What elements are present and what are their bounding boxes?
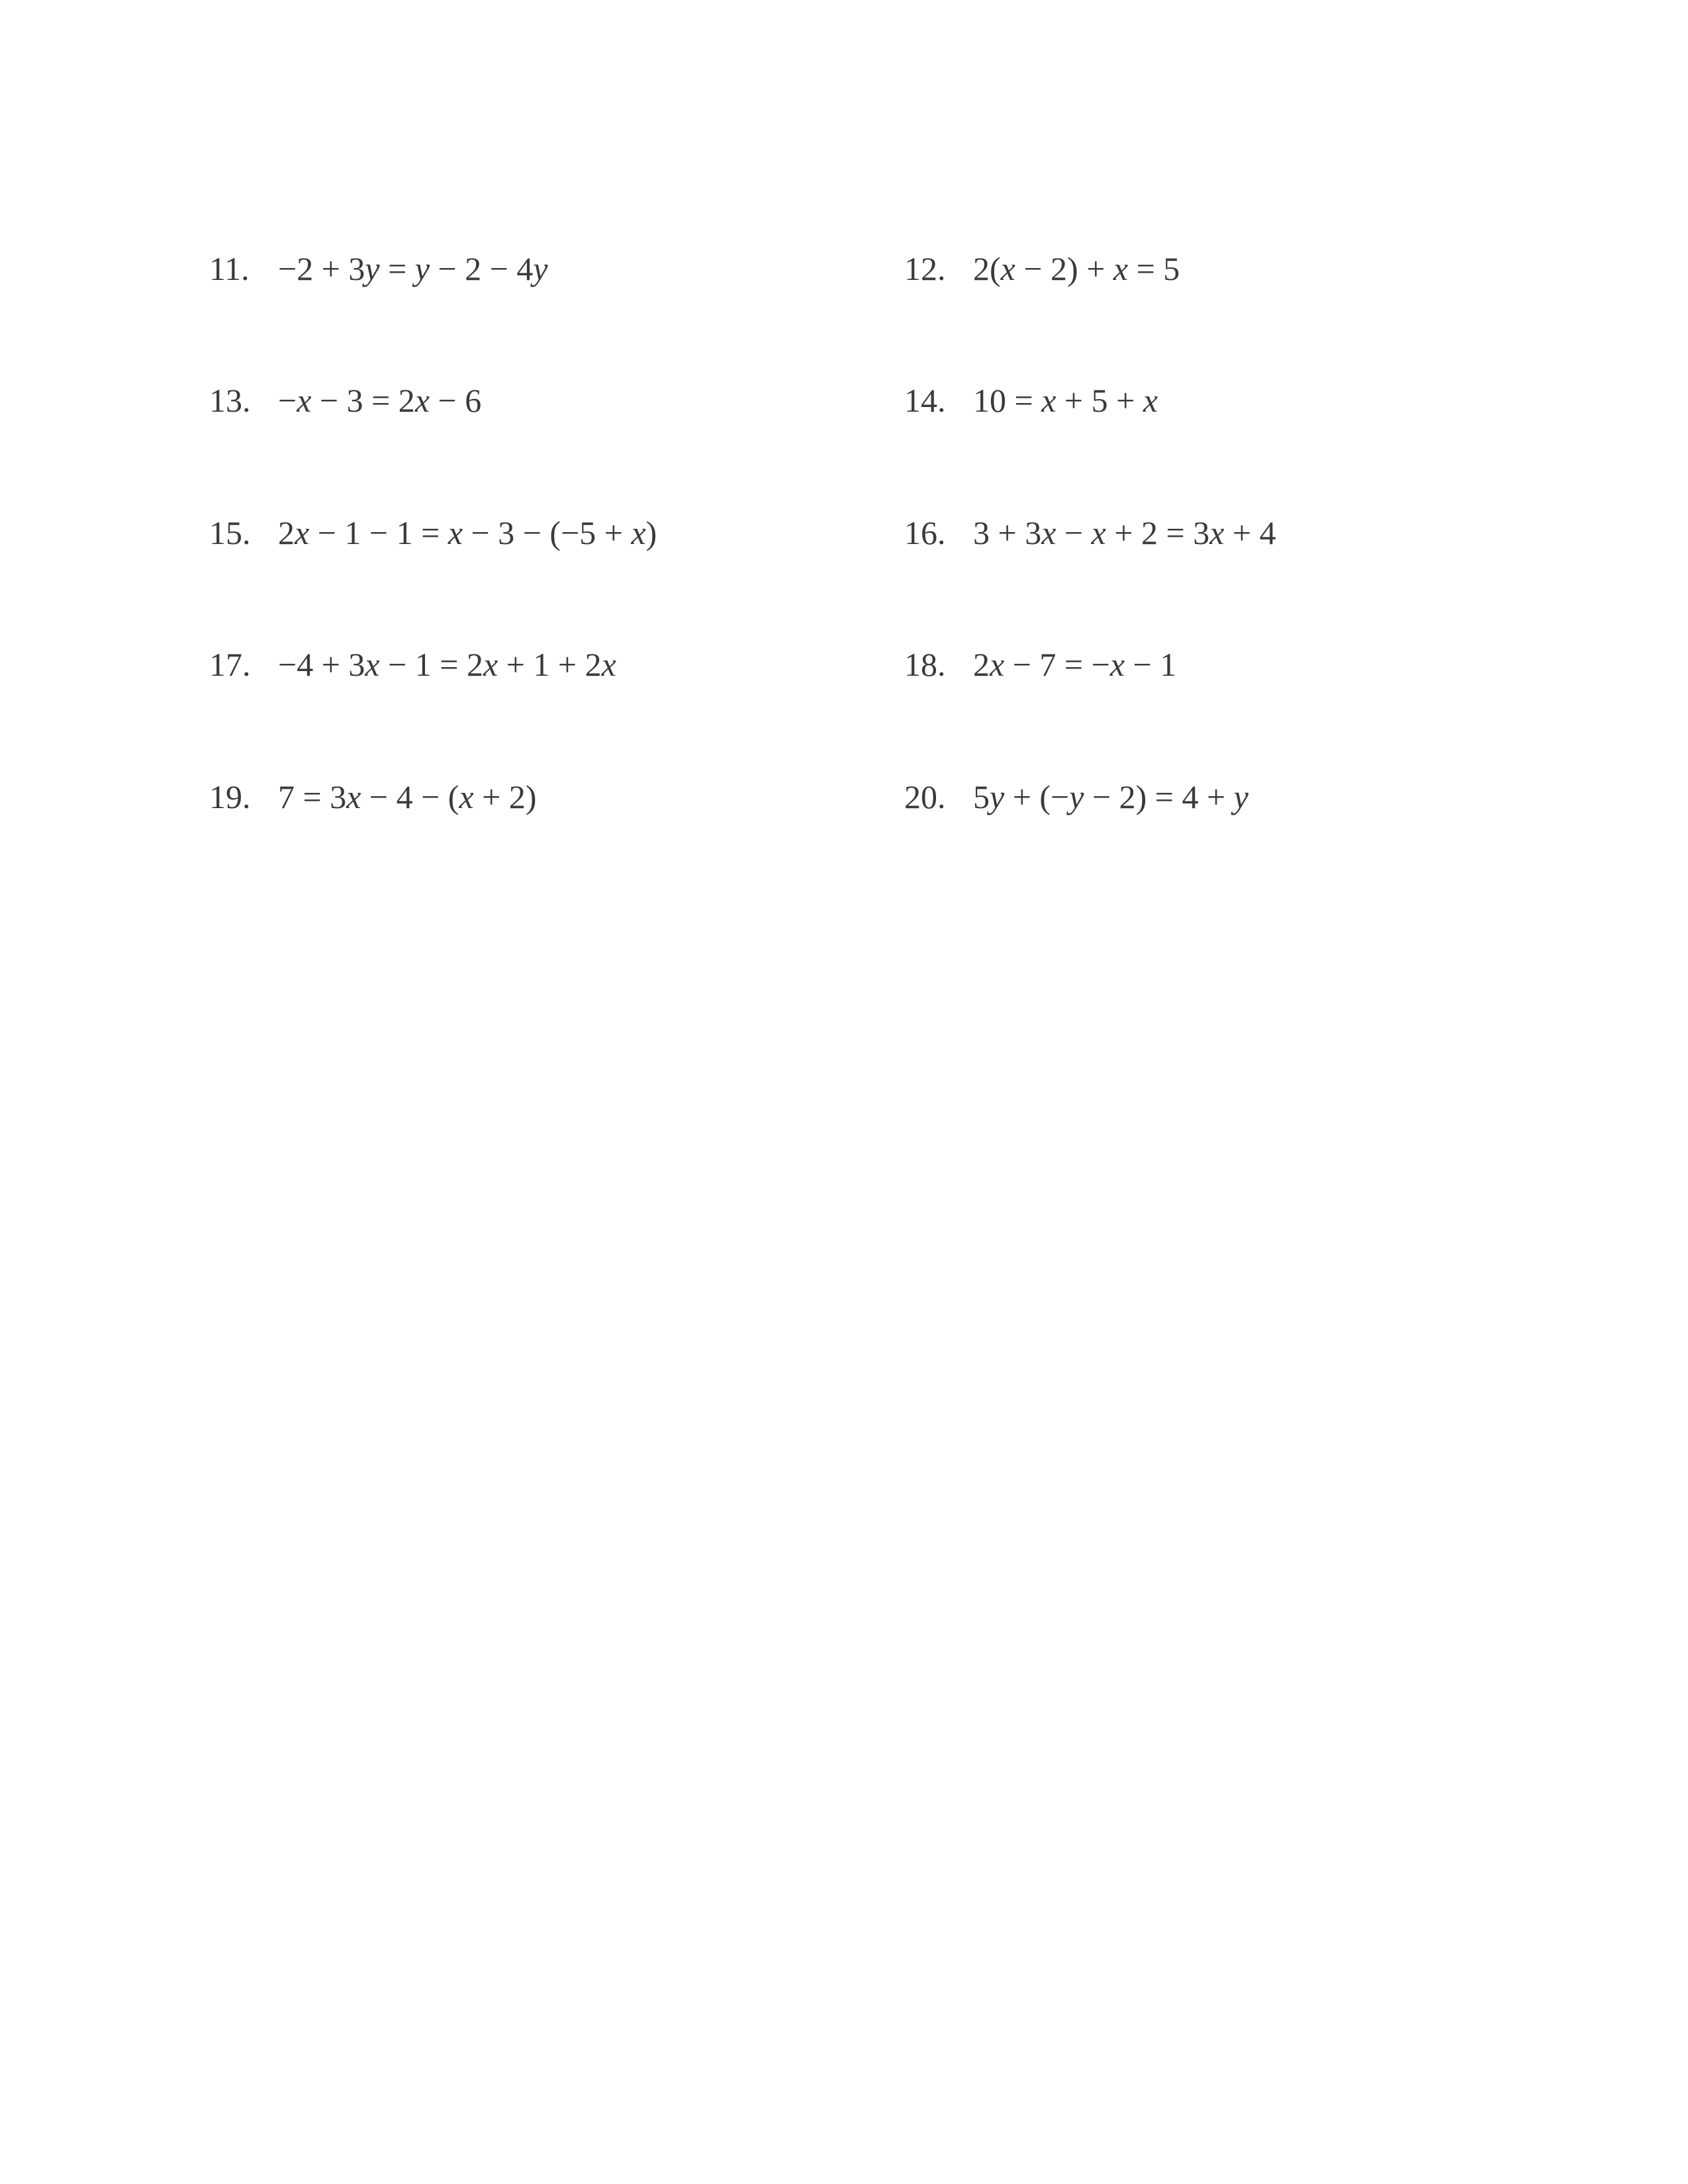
equation: [973, 646, 1176, 683]
equation-variable: y: [990, 778, 1005, 815]
equation-text: − 1 = 2: [379, 646, 484, 683]
problem-17: [209, 645, 616, 684]
problem-number: 16.: [904, 514, 946, 551]
equation: [973, 514, 1276, 551]
equation-variable: x: [1041, 382, 1056, 419]
equation-variable: x: [1209, 514, 1225, 551]
problem-number: 19.: [209, 778, 251, 815]
equation-text: + 2): [473, 778, 537, 815]
problem-15: [209, 513, 657, 553]
problem-12: [904, 249, 1180, 289]
equation-text: − 2 − 4: [430, 250, 534, 287]
problem-number: 15.: [209, 514, 251, 551]
equation-text: 7 = 3: [278, 778, 347, 815]
equation-text: − 2) +: [1015, 250, 1113, 287]
equation-variable: y: [533, 250, 548, 287]
equation-text: + 5 +: [1056, 382, 1143, 419]
equation-text: 3 + 3: [973, 514, 1042, 551]
equation: [973, 250, 1180, 287]
equation: [278, 514, 657, 551]
equation-text: − 3 = 2: [311, 382, 415, 419]
equation-text: 5: [973, 778, 990, 815]
equation: [278, 778, 537, 815]
equation-variable: x: [414, 382, 430, 419]
equation-text: 2(: [973, 250, 1001, 287]
problem-number: 18.: [904, 646, 946, 683]
problem-16: [904, 513, 1276, 553]
equation-variable: x: [601, 646, 616, 683]
equation: [973, 778, 1248, 815]
equation-variable: x: [346, 778, 361, 815]
equation-variable: x: [1113, 250, 1129, 287]
equation-text: −: [278, 382, 297, 419]
equation-text: + 1 + 2: [498, 646, 602, 683]
problem-number: 14.: [904, 382, 946, 419]
equation-text: − 1 − 1 =: [309, 514, 448, 551]
equation-text: = 5: [1128, 250, 1180, 287]
equation-variable: y: [414, 250, 430, 287]
equation-variable: x: [1109, 646, 1125, 683]
equation: [973, 382, 1158, 419]
equation: [278, 250, 548, 287]
equation-text: −: [1056, 514, 1092, 551]
equation-variable: x: [447, 514, 463, 551]
equation-text: − 3 − (−5 +: [463, 514, 632, 551]
problem-18: [904, 645, 1176, 684]
equation-text: − 1: [1125, 646, 1177, 683]
problem-number: 12.: [904, 250, 946, 287]
problem-19: [209, 777, 537, 817]
equation-text: =: [379, 250, 415, 287]
equation-text: 2: [278, 514, 295, 551]
equation-text: −2 + 3: [278, 250, 365, 287]
equation-text: −4 + 3: [278, 646, 365, 683]
problem-number: 11.: [209, 250, 250, 287]
equation-text: − 6: [430, 382, 482, 419]
equation-text: 10 =: [973, 382, 1042, 419]
equation-variable: x: [459, 778, 474, 815]
equation-variable: x: [990, 646, 1005, 683]
equation-variable: x: [1041, 514, 1056, 551]
equation-variable: x: [1091, 514, 1106, 551]
equation-variable: y: [365, 250, 380, 287]
equation-variable: x: [631, 514, 646, 551]
equation-variable: x: [297, 382, 312, 419]
equation-variable: y: [1069, 778, 1084, 815]
equation-text: 2: [973, 646, 990, 683]
equation-text: + 4: [1224, 514, 1276, 551]
equation-text: + (−: [1004, 778, 1070, 815]
equation-text: − 2) = 4 +: [1084, 778, 1234, 815]
equation-text: ): [645, 514, 657, 551]
equation: [278, 646, 616, 683]
equation-variable: x: [1000, 250, 1015, 287]
equation-variable: y: [1233, 778, 1248, 815]
equation-text: − 7 = −: [1004, 646, 1110, 683]
problem-14: [904, 381, 1158, 420]
problem-number: 20.: [904, 778, 946, 815]
equation-text: + 2 = 3: [1105, 514, 1210, 551]
problem-11: [209, 249, 548, 289]
problem-20: [904, 777, 1248, 817]
equation-variable: x: [295, 514, 310, 551]
equation-variable: x: [483, 646, 498, 683]
equation-variable: x: [1143, 382, 1158, 419]
problem-number: 17.: [209, 646, 251, 683]
equation-variable: x: [365, 646, 380, 683]
problem-13: [209, 381, 481, 420]
problem-number: 13.: [209, 382, 251, 419]
equation-text: − 4 − (: [361, 778, 459, 815]
equation: [278, 382, 481, 419]
